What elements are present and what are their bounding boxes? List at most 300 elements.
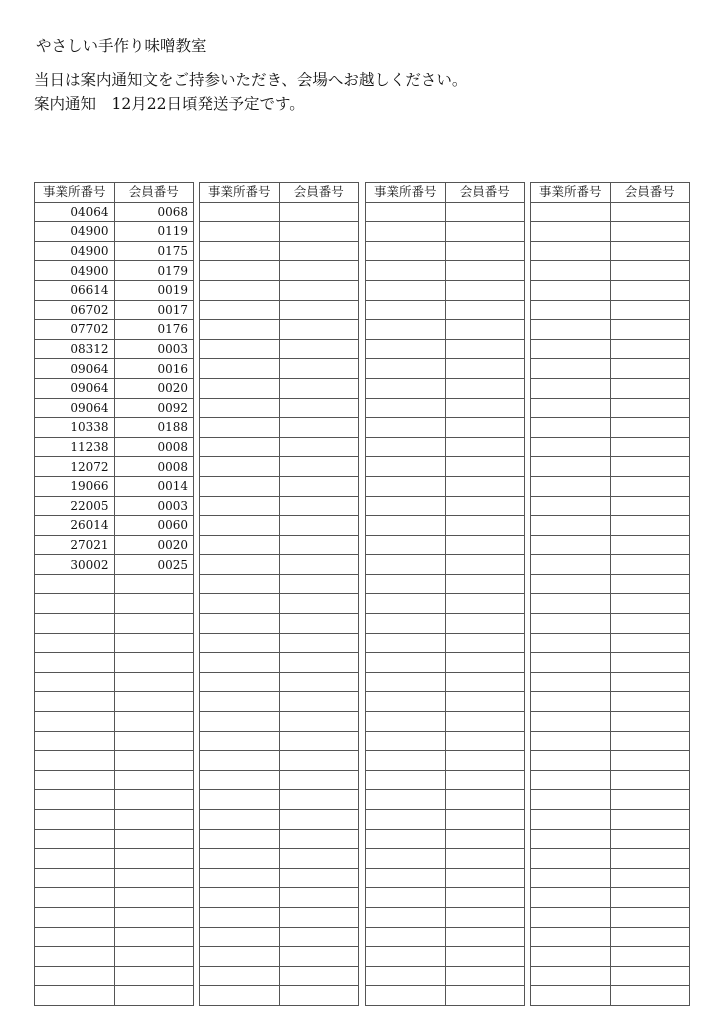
office-number-cell <box>366 731 446 751</box>
table-row <box>200 829 359 849</box>
member-number-cell <box>279 731 359 751</box>
member-number-cell <box>445 986 525 1006</box>
member-number-cell <box>114 614 194 634</box>
table-row <box>531 241 690 261</box>
table-row <box>200 574 359 594</box>
table-row <box>366 810 525 830</box>
office-number-cell <box>531 672 611 692</box>
office-number-cell <box>366 476 446 496</box>
member-number-cell <box>445 751 525 771</box>
member-number-cell <box>610 516 690 536</box>
member-number-cell <box>445 241 525 261</box>
member-number-cell <box>279 868 359 888</box>
member-number-cell <box>445 202 525 222</box>
member-number-cell <box>279 849 359 869</box>
office-number-cell <box>200 241 280 261</box>
member-number-cell: 0008 <box>114 437 194 457</box>
office-number-cell <box>200 770 280 790</box>
member-number-cell <box>445 712 525 732</box>
table-row <box>200 202 359 222</box>
office-number-cell <box>531 907 611 927</box>
office-number-cell: 22005 <box>35 496 115 516</box>
member-number-cell <box>610 241 690 261</box>
member-number-cell <box>114 907 194 927</box>
member-number-cell <box>445 966 525 986</box>
table-row <box>531 535 690 555</box>
office-number-cell <box>200 653 280 673</box>
member-number-cell <box>279 790 359 810</box>
table-row <box>200 751 359 771</box>
member-number-cell: 0014 <box>114 476 194 496</box>
table-row <box>35 418 194 438</box>
table-row <box>366 300 525 320</box>
office-number-cell <box>200 614 280 634</box>
office-number-cell <box>35 947 115 967</box>
office-number-cell <box>200 692 280 712</box>
member-number-cell <box>445 378 525 398</box>
table-row <box>366 398 525 418</box>
page-title: やさしい手作り味噌教室 <box>36 37 207 55</box>
table-row <box>366 692 525 712</box>
table-row <box>366 986 525 1006</box>
member-number-cell <box>445 555 525 575</box>
office-number-cell <box>200 378 280 398</box>
member-number-cell <box>279 888 359 908</box>
office-number-cell <box>531 927 611 947</box>
office-number-cell <box>531 966 611 986</box>
office-number-cell <box>366 418 446 438</box>
office-number-cell <box>35 986 115 1006</box>
office-number-cell: 10338 <box>35 418 115 438</box>
table-row <box>366 849 525 869</box>
table-row <box>35 222 194 242</box>
table-row <box>200 790 359 810</box>
member-number-cell <box>610 574 690 594</box>
table-row <box>531 868 690 888</box>
member-number-cell <box>610 280 690 300</box>
table-row <box>531 810 690 830</box>
office-number-cell <box>531 653 611 673</box>
table-row <box>531 437 690 457</box>
office-number-header: 事業所番号 <box>200 183 280 203</box>
notice-line: 案内通知 12月22日頃発送予定です。 <box>34 95 305 113</box>
member-number-cell <box>445 790 525 810</box>
member-number-cell <box>610 849 690 869</box>
table-row <box>200 339 359 359</box>
table-row <box>531 574 690 594</box>
member-number-cell <box>279 574 359 594</box>
office-number-cell <box>531 320 611 340</box>
office-number-cell <box>366 261 446 281</box>
office-number-cell <box>35 849 115 869</box>
table-row <box>531 555 690 575</box>
table-row <box>366 418 525 438</box>
table-row <box>35 574 194 594</box>
member-number-cell <box>610 398 690 418</box>
table-row <box>35 947 194 967</box>
office-number-cell <box>531 418 611 438</box>
member-number-cell <box>610 339 690 359</box>
member-number-cell <box>114 888 194 908</box>
office-number-cell <box>531 947 611 967</box>
office-number-cell: 27021 <box>35 535 115 555</box>
office-number-cell <box>366 868 446 888</box>
table-row <box>531 496 690 516</box>
office-number-cell: 04900 <box>35 241 115 261</box>
table-row <box>200 712 359 732</box>
notice-text <box>34 68 467 116</box>
office-number-cell <box>366 790 446 810</box>
table-row <box>366 202 525 222</box>
member-number-cell <box>610 457 690 477</box>
table-row <box>35 829 194 849</box>
table-row <box>35 378 194 398</box>
table-row <box>531 790 690 810</box>
table-row <box>35 535 194 555</box>
table-row <box>531 829 690 849</box>
office-number-cell <box>35 594 115 614</box>
member-number-cell <box>279 457 359 477</box>
member-number-cell <box>610 986 690 1006</box>
table-row <box>35 398 194 418</box>
office-number-cell <box>35 829 115 849</box>
office-number-cell <box>531 986 611 1006</box>
office-number-cell <box>200 947 280 967</box>
office-number-cell: 19066 <box>35 476 115 496</box>
roster-grid <box>34 182 194 1006</box>
office-number-cell <box>366 751 446 771</box>
office-number-cell <box>531 888 611 908</box>
member-number-cell <box>445 574 525 594</box>
member-number-cell <box>114 770 194 790</box>
office-number-cell <box>366 320 446 340</box>
table-row <box>531 692 690 712</box>
table-row <box>200 222 359 242</box>
table-row <box>531 614 690 634</box>
office-number-cell <box>35 614 115 634</box>
office-number-cell <box>531 712 611 732</box>
member-number-cell <box>279 947 359 967</box>
table-row <box>200 359 359 379</box>
table-row <box>531 751 690 771</box>
office-number-cell <box>200 320 280 340</box>
office-number-cell <box>366 516 446 536</box>
member-number-cell <box>445 888 525 908</box>
table-row <box>35 907 194 927</box>
table-row <box>200 516 359 536</box>
office-number-cell <box>366 437 446 457</box>
roster-table-2 <box>199 182 359 1006</box>
office-number-cell <box>200 594 280 614</box>
table-row <box>531 457 690 477</box>
table-row <box>200 633 359 653</box>
office-number-cell <box>200 202 280 222</box>
office-number-cell <box>366 986 446 1006</box>
member-number-cell <box>445 535 525 555</box>
member-number-header: 会員番号 <box>114 183 194 203</box>
office-number-cell <box>366 378 446 398</box>
table-row <box>366 320 525 340</box>
table-row <box>35 437 194 457</box>
member-number-cell <box>610 378 690 398</box>
member-number-cell <box>445 339 525 359</box>
member-number-cell: 0020 <box>114 535 194 555</box>
office-number-cell <box>366 280 446 300</box>
office-number-cell <box>531 555 611 575</box>
office-number-cell: 08312 <box>35 339 115 359</box>
office-number-cell <box>35 731 115 751</box>
member-number-cell <box>114 633 194 653</box>
member-number-cell <box>610 496 690 516</box>
office-number-cell <box>366 555 446 575</box>
table-row <box>531 222 690 242</box>
office-number-cell <box>200 457 280 477</box>
office-number-cell <box>366 810 446 830</box>
member-number-cell <box>279 829 359 849</box>
office-number-cell <box>366 496 446 516</box>
member-number-cell <box>114 790 194 810</box>
member-number-cell <box>279 594 359 614</box>
office-number-cell <box>200 496 280 516</box>
member-number-cell: 0179 <box>114 261 194 281</box>
table-row <box>35 359 194 379</box>
office-number-cell <box>531 770 611 790</box>
member-number-cell <box>114 986 194 1006</box>
office-number-cell <box>200 810 280 830</box>
member-number-cell <box>445 437 525 457</box>
office-number-cell <box>35 966 115 986</box>
member-number-cell <box>445 927 525 947</box>
member-number-cell <box>445 731 525 751</box>
member-number-cell <box>279 300 359 320</box>
member-number-cell <box>610 829 690 849</box>
table-row <box>531 280 690 300</box>
table-row <box>35 966 194 986</box>
table-row <box>200 966 359 986</box>
office-number-header: 事業所番号 <box>531 183 611 203</box>
office-number-cell <box>366 927 446 947</box>
office-number-cell <box>366 594 446 614</box>
member-number-cell <box>279 751 359 771</box>
member-number-cell <box>445 398 525 418</box>
member-number-cell <box>445 496 525 516</box>
table-row <box>531 633 690 653</box>
office-number-cell: 09064 <box>35 378 115 398</box>
member-number-cell <box>279 339 359 359</box>
member-number-cell <box>445 300 525 320</box>
table-row <box>366 359 525 379</box>
table-row <box>200 300 359 320</box>
office-number-cell <box>366 457 446 477</box>
table-row <box>200 810 359 830</box>
table-row <box>200 496 359 516</box>
member-number-cell <box>610 731 690 751</box>
office-number-cell <box>200 751 280 771</box>
table-row <box>366 457 525 477</box>
member-number-cell <box>445 692 525 712</box>
member-number-cell: 0003 <box>114 339 194 359</box>
office-number-cell <box>531 359 611 379</box>
member-number-cell <box>279 359 359 379</box>
member-number-cell <box>279 535 359 555</box>
table-row <box>200 672 359 692</box>
table-row <box>200 594 359 614</box>
table-row <box>366 535 525 555</box>
table-row <box>35 731 194 751</box>
member-number-cell <box>445 829 525 849</box>
member-number-cell <box>114 731 194 751</box>
table-row <box>200 437 359 457</box>
member-number-cell <box>610 614 690 634</box>
table-row <box>366 574 525 594</box>
table-row <box>35 516 194 536</box>
member-number-cell <box>610 594 690 614</box>
office-number-cell <box>531 516 611 536</box>
office-number-cell <box>200 574 280 594</box>
table-row <box>366 614 525 634</box>
member-number-cell <box>279 418 359 438</box>
member-number-cell <box>445 633 525 653</box>
member-number-cell <box>114 947 194 967</box>
table-row <box>200 280 359 300</box>
office-number-cell <box>200 535 280 555</box>
office-number-cell <box>200 849 280 869</box>
office-number-cell <box>366 614 446 634</box>
member-number-cell <box>279 261 359 281</box>
member-number-cell <box>610 261 690 281</box>
office-number-cell <box>35 672 115 692</box>
member-number-cell <box>610 418 690 438</box>
office-number-cell <box>35 712 115 732</box>
table-row <box>366 261 525 281</box>
office-number-cell <box>366 966 446 986</box>
member-number-cell <box>114 594 194 614</box>
member-number-cell <box>279 280 359 300</box>
table-row <box>531 300 690 320</box>
member-number-cell <box>114 751 194 771</box>
office-number-cell <box>35 770 115 790</box>
table-row <box>35 888 194 908</box>
office-number-cell <box>35 907 115 927</box>
table-row <box>200 535 359 555</box>
member-number-cell <box>114 868 194 888</box>
member-number-cell <box>445 457 525 477</box>
member-number-cell <box>610 888 690 908</box>
office-number-cell: 06702 <box>35 300 115 320</box>
office-number-cell <box>531 378 611 398</box>
office-number-cell <box>200 476 280 496</box>
table-row <box>35 339 194 359</box>
table-row <box>35 751 194 771</box>
member-number-cell <box>114 574 194 594</box>
member-number-cell: 0016 <box>114 359 194 379</box>
office-number-cell <box>366 849 446 869</box>
office-number-cell: 06614 <box>35 280 115 300</box>
office-number-cell <box>200 555 280 575</box>
table-row <box>35 868 194 888</box>
office-number-cell <box>366 829 446 849</box>
member-number-cell <box>445 476 525 496</box>
member-number-cell <box>279 202 359 222</box>
table-row <box>200 692 359 712</box>
office-number-cell <box>200 359 280 379</box>
office-number-cell <box>366 241 446 261</box>
office-number-cell <box>200 927 280 947</box>
table-row <box>35 790 194 810</box>
table-row <box>531 849 690 869</box>
table-row <box>200 555 359 575</box>
member-number-cell <box>610 222 690 242</box>
office-number-cell <box>35 574 115 594</box>
table-row <box>35 555 194 575</box>
member-number-cell <box>610 535 690 555</box>
table-row <box>531 202 690 222</box>
office-number-cell <box>531 300 611 320</box>
table-row <box>366 927 525 947</box>
table-row <box>531 261 690 281</box>
office-number-cell <box>366 692 446 712</box>
member-number-cell <box>610 359 690 379</box>
member-number-header: 会員番号 <box>445 183 525 203</box>
table-row <box>200 731 359 751</box>
office-number-cell <box>366 339 446 359</box>
office-number-cell <box>531 280 611 300</box>
member-number-cell <box>610 653 690 673</box>
member-number-cell: 0119 <box>114 222 194 242</box>
table-row <box>531 594 690 614</box>
table-row <box>531 888 690 908</box>
office-number-cell <box>531 692 611 712</box>
office-number-cell: 04900 <box>35 261 115 281</box>
office-number-cell <box>200 437 280 457</box>
table-row <box>366 496 525 516</box>
roster-grid <box>365 182 525 1006</box>
office-number-cell <box>200 398 280 418</box>
office-number-cell <box>200 672 280 692</box>
table-row <box>531 947 690 967</box>
notice-line: 当日は案内通知文をご持参いただき、会場へお越しください。 <box>34 71 468 89</box>
office-number-cell <box>531 790 611 810</box>
member-number-cell <box>610 555 690 575</box>
member-number-cell <box>279 516 359 536</box>
member-number-cell <box>445 770 525 790</box>
office-number-cell: 11238 <box>35 437 115 457</box>
member-number-cell <box>114 672 194 692</box>
table-row <box>35 457 194 477</box>
office-number-cell <box>366 653 446 673</box>
table-row <box>35 986 194 1006</box>
member-number-cell: 0008 <box>114 457 194 477</box>
office-number-cell <box>366 907 446 927</box>
member-number-cell <box>279 496 359 516</box>
member-number-cell: 0017 <box>114 300 194 320</box>
table-row <box>35 653 194 673</box>
office-number-cell <box>366 222 446 242</box>
office-number-cell <box>366 672 446 692</box>
table-row <box>35 672 194 692</box>
office-number-cell <box>531 241 611 261</box>
office-number-cell: 07702 <box>35 320 115 340</box>
member-number-cell <box>445 516 525 536</box>
office-number-cell <box>366 574 446 594</box>
office-number-cell <box>366 947 446 967</box>
table-row <box>35 810 194 830</box>
member-number-cell <box>610 868 690 888</box>
member-number-cell <box>445 359 525 379</box>
member-number-cell <box>445 653 525 673</box>
office-number-cell <box>35 633 115 653</box>
office-number-cell: 09064 <box>35 359 115 379</box>
